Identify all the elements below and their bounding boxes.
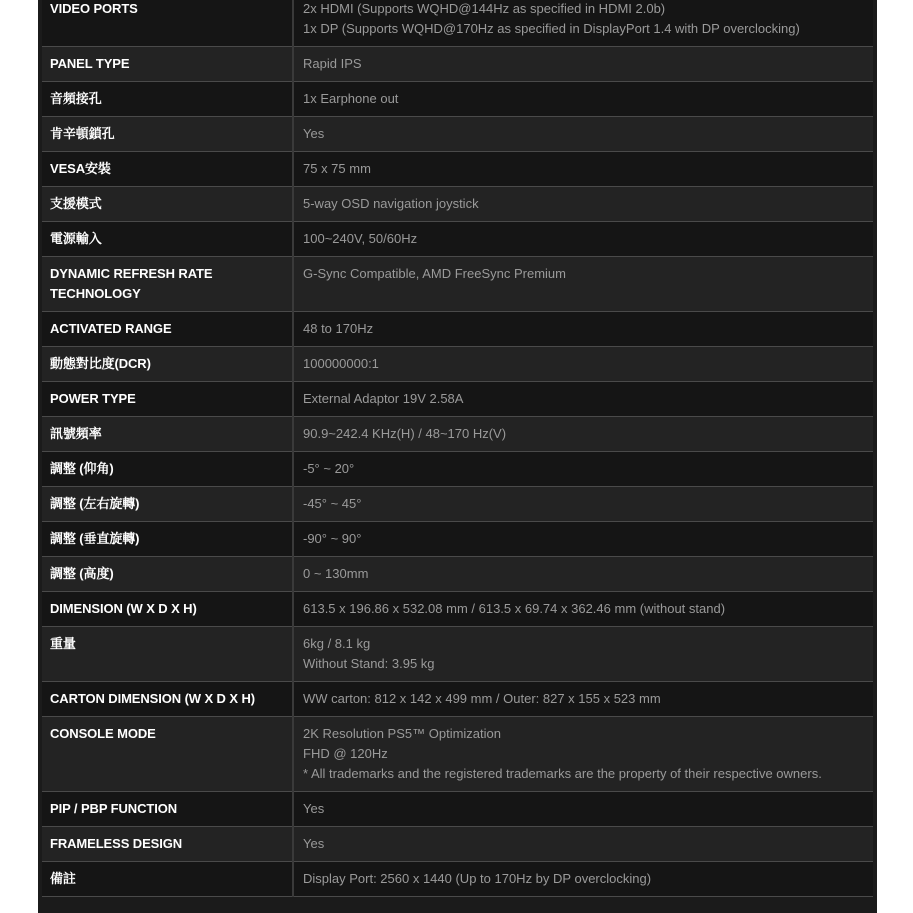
spec-row [42,682,873,717]
spec-row [42,627,873,682]
spec-value [293,862,873,897]
spec-row [42,222,873,257]
spec-value-line: 5-way OSD navigation joystick [303,196,479,211]
spec-label: CARTON DIMENSION (W X D X H) [42,682,293,717]
spec-value [293,187,873,222]
spec-value [293,257,873,312]
spec-value [293,82,873,117]
spec-value [293,627,873,682]
spec-table [42,0,873,897]
spec-value-line: 48 to 170Hz [303,321,374,336]
spec-row [42,827,873,862]
spec-label: 電源輸入 [42,222,293,257]
spec-value-line: Yes [303,836,325,851]
spec-value [293,522,873,557]
spec-value-line: Yes [303,126,325,141]
spec-row [42,487,873,522]
spec-label: 調整 (左右旋轉) [42,487,293,522]
spec-row [42,862,873,897]
spec-label: VESA安裝 [42,152,293,187]
spec-value-line: WW carton: 812 x 142 x 499 mm / Outer: 827 x 155 x 523 mm [303,691,661,706]
spec-value [293,347,873,382]
spec-value [293,682,873,717]
spec-value-line: 90.9~242.4 KHz(H) / 48~170 Hz(V) [303,426,507,441]
spec-value-line: Rapid IPS [303,56,362,71]
spec-row [42,347,873,382]
spec-value-line: 100~240V, 50/60Hz [303,231,418,246]
spec-value [293,717,873,792]
spec-value-line: Yes [303,801,325,816]
spec-label: 重量 [42,627,293,682]
spec-label: 動態對比度(DCR) [42,347,293,382]
spec-row [42,117,873,152]
spec-row [42,82,873,117]
spec-value [293,487,873,522]
spec-label: 支援模式 [42,187,293,222]
spec-label: 備註 [42,862,293,897]
spec-value [293,592,873,627]
spec-value [293,452,873,487]
spec-label: 訊號頻率 [42,417,293,452]
spec-label: VIDEO PORTS [42,0,293,47]
spec-value [293,792,873,827]
spec-row [42,152,873,187]
spec-label: PIP / PBP FUNCTION [42,792,293,827]
spec-label: 肯辛頓鎖孔 [42,117,293,152]
spec-value-line: 100000000:1 [303,356,379,371]
spec-value-line: 1x DP (Supports WQHD@170Hz as specified in DisplayPort 1.4 with DP overclocking) [303,21,800,36]
spec-label: 音頻接孔 [42,82,293,117]
spec-value-line: 2x HDMI (Supports WQHD@144Hz as specified in HDMI 2.0b) [303,1,666,16]
spec-label: 調整 (仰角) [42,452,293,487]
spec-value-line: 2K Resolution PS5™ Optimization [303,726,501,741]
spec-label: 調整 (高度) [42,557,293,592]
spec-label: ACTIVATED RANGE [42,312,293,347]
spec-label: DYNAMIC REFRESH RATE TECHNOLOGY [42,257,293,312]
spec-row [42,417,873,452]
spec-value-line: Without Stand: 3.95 kg [303,656,435,671]
spec-value-line: Display Port: 2560 x 1440 (Up to 170Hz by DP overclocking) [303,871,652,886]
spec-value-line: -90° ~ 90° [303,531,362,546]
spec-value [293,222,873,257]
spec-value-line: G-Sync Compatible, AMD FreeSync Premium [303,266,566,281]
spec-value [293,117,873,152]
spec-row [42,47,873,82]
spec-value-line: 75 x 75 mm [303,161,371,176]
spec-value [293,417,873,452]
spec-label: CONSOLE MODE [42,717,293,792]
spec-value-line: External Adaptor 19V 2.58A [303,391,464,406]
spec-label: DIMENSION (W X D X H) [42,592,293,627]
spec-value-line: 0 ~ 130mm [303,566,369,581]
spec-value [293,827,873,862]
spec-value [293,0,873,47]
spec-row [42,187,873,222]
spec-row [42,312,873,347]
spec-value [293,152,873,187]
spec-value [293,382,873,417]
spec-label: PANEL TYPE [42,47,293,82]
spec-value-line: 6kg / 8.1 kg [303,636,371,651]
spec-value-line: FHD @ 120Hz [303,746,388,761]
spec-label: FRAMELESS DESIGN [42,827,293,862]
spec-value [293,47,873,82]
spec-row [42,592,873,627]
spec-label: 調整 (垂直旋轉) [42,522,293,557]
spec-row [42,452,873,487]
spec-value [293,312,873,347]
spec-value-line: -45° ~ 45° [303,496,362,511]
spec-value-line: * All trademarks and the registered trademarks are the property of their respective owners. [303,766,822,781]
spec-row [42,717,873,792]
spec-row [42,382,873,417]
spec-row [42,522,873,557]
spec-row [42,792,873,827]
spec-row [42,257,873,312]
spec-panel [38,0,877,913]
spec-value-line: -5° ~ 20° [303,461,355,476]
spec-row [42,557,873,592]
spec-value [293,557,873,592]
spec-label: POWER TYPE [42,382,293,417]
spec-value-line: 613.5 x 196.86 x 532.08 mm / 613.5 x 69.74 x 362.46 mm (without stand) [303,601,726,616]
spec-row [42,0,873,47]
spec-value-line: 1x Earphone out [303,91,399,106]
spec-table-body [42,0,873,897]
